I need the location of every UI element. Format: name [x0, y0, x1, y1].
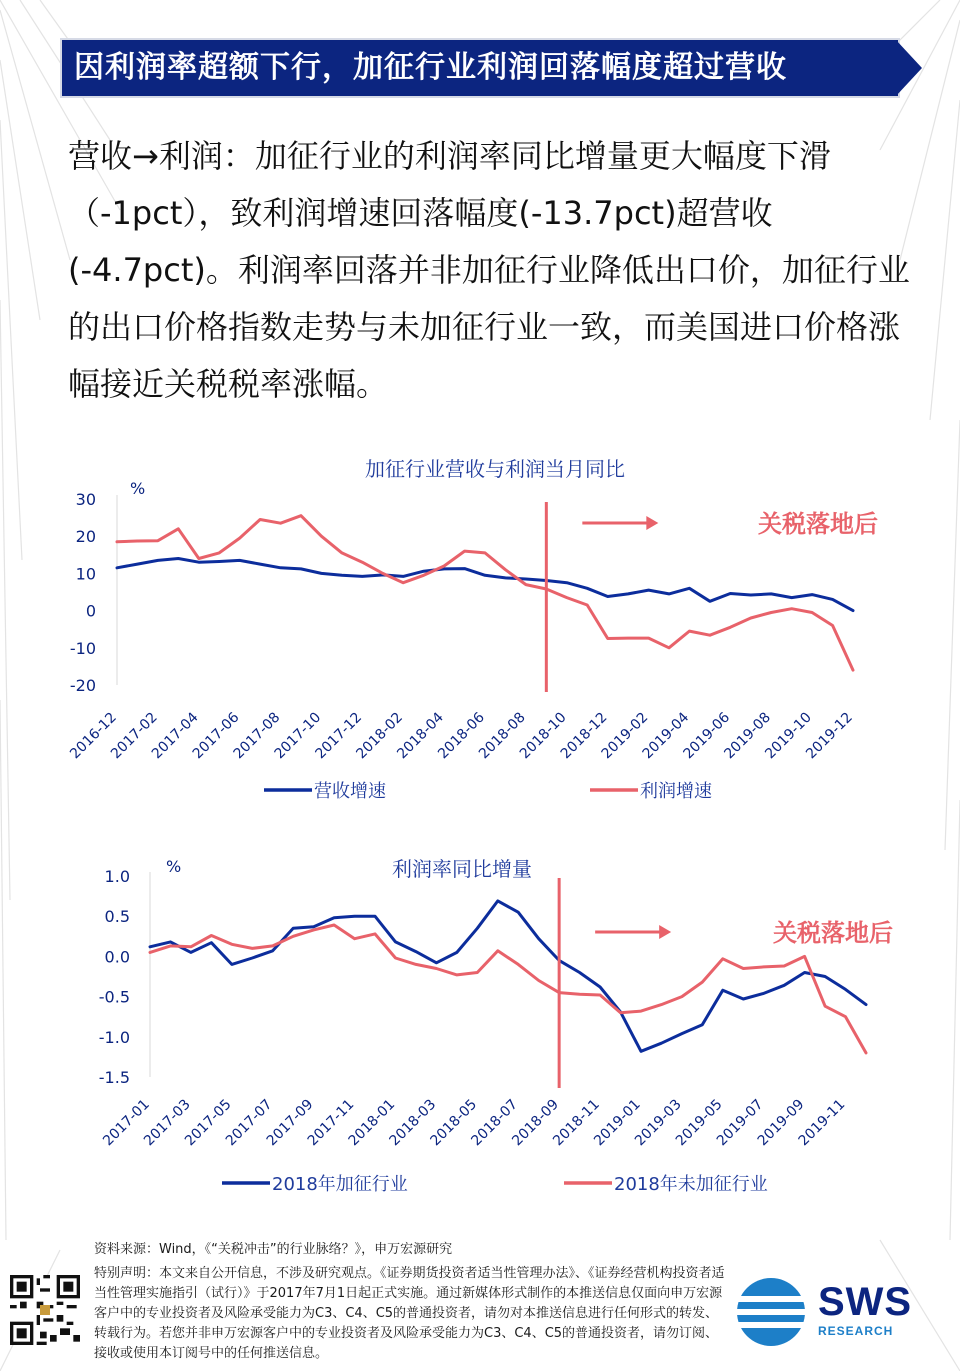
x-tick-label: 2017-11	[304, 1096, 358, 1150]
arrow-head-icon	[646, 516, 658, 530]
y-unit-label: %	[166, 857, 182, 876]
logo-wordmark: SWS	[818, 1280, 913, 1324]
y-tick-label: 30	[75, 490, 96, 509]
chart-profit-margin-change	[0, 840, 960, 1214]
x-tick-label: 2018-10	[516, 709, 570, 763]
y-tick-label: -20	[69, 676, 96, 695]
arrow-head-icon	[659, 925, 671, 939]
intro-paragraph: 营收→利润：加征行业的利润率同比增量更大幅度下滑（-1pct），致利润增速回落幅度(-13.7pct)超营收(-4.7pct)。利润率回落并非加征行业降低出口价，加征行业的出口价格指数走势与未加征行业一致，而美国进口价格涨幅接近关税税率涨幅。	[68, 137, 910, 403]
logo-subtitle: RESEARCH	[818, 1324, 894, 1338]
x-tick-label: 2018-02	[353, 709, 407, 763]
x-tick-label: 2019-08	[721, 709, 775, 763]
x-tick-label: 2017-07	[222, 1096, 276, 1150]
y-tick-label: -10	[69, 638, 96, 658]
x-tick-label: 2018-06	[435, 709, 488, 763]
chart-title: 加征行业营收与利润当月同比	[365, 457, 625, 481]
x-tick-label: 2019-11	[795, 1096, 849, 1150]
y-tick-label: -1.5	[98, 1068, 130, 1087]
x-tick-label: 2017-04	[148, 709, 202, 763]
footer	[94, 1240, 729, 1364]
legend-label: 2018年未加征行业	[614, 1174, 768, 1195]
y-tick-label: 20	[75, 527, 96, 547]
x-tick-label: 2019-10	[762, 709, 815, 763]
x-tick-label: 2017-05	[181, 1096, 235, 1150]
series-line-blue	[117, 559, 853, 611]
x-tick-label: 2019-01	[591, 1096, 644, 1150]
x-tick-label: 2017-08	[230, 709, 284, 763]
y-tick-label: 0	[85, 601, 96, 621]
chart-title: 利润率同比增量	[392, 857, 532, 881]
y-tick-label: 0.5	[104, 907, 130, 927]
x-tick-label: 2018-03	[386, 1096, 440, 1150]
y-tick-label: -0.5	[98, 987, 130, 1007]
x-tick-label: 2018-09	[509, 1096, 562, 1150]
x-tick-label: 2018-01	[345, 1096, 399, 1150]
source-note: 资料来源：Wind，《“关税冲击”的行业脉络？》，申万宏源研究	[94, 1242, 453, 1257]
series-line-red	[150, 925, 866, 1053]
x-tick-label: 2019-07	[713, 1096, 767, 1150]
legend-label: 营收增速	[314, 781, 386, 802]
legend-label: 利润增速	[640, 781, 712, 802]
disclaimer-text: 特别声明：本文来自公开信息，不涉及研究观点。《证券期货投资者适当性管理办法》、《证券经营机构投资者适当性管理实施指引（试行）》于2017年7月1日起正式实施。通过新媒体形式制作的本推送信息仅面向申万宏源客户中的专业投资者及风险承受能力为C3、C4、C5的普通投资者，请勿对本推送信息进行任何形式的转发、转载行为。若您并非申万宏源客户中的专业投资者及风险承受能力为C3、C4、C5的普通投资者，请勿订阅、接收或使用本订阅号中的任何推送信息。	[94, 1266, 725, 1361]
tariff-annotation: 关税落地后	[758, 510, 878, 538]
x-tick-label: 2018-11	[550, 1096, 603, 1150]
x-tick-label: 2016-12	[67, 709, 120, 763]
chart-revenue-profit-yoy	[0, 440, 960, 824]
x-tick-label: 2018-04	[394, 709, 447, 763]
x-tick-label: 2018-05	[427, 1096, 481, 1150]
x-tick-label: 2017-02	[108, 709, 161, 763]
x-tick-label: 2017-09	[263, 1096, 317, 1150]
x-tick-label: 2017-10	[271, 709, 325, 763]
x-tick-label: 2018-08	[476, 709, 529, 763]
x-tick-label: 2019-02	[598, 709, 652, 763]
x-tick-label: 2017-06	[189, 709, 243, 763]
y-tick-label: -1.0	[98, 1027, 130, 1047]
y-unit-label: %	[130, 479, 146, 498]
x-tick-label: 2019-12	[803, 709, 856, 763]
y-tick-label: 1.0	[104, 867, 130, 886]
x-tick-label: 2019-03	[632, 1096, 685, 1150]
x-tick-label: 2017-03	[141, 1096, 194, 1150]
x-tick-label: 2018-07	[468, 1096, 522, 1150]
x-tick-label: 2018-12	[557, 709, 611, 763]
tariff-annotation: 关税落地后	[773, 919, 893, 947]
x-tick-label: 2017-12	[312, 709, 366, 763]
x-tick-label: 2019-09	[754, 1096, 808, 1150]
qr-code-icon	[10, 1275, 80, 1345]
x-tick-label: 2019-04	[639, 709, 693, 763]
title-arrow-decoration	[896, 40, 922, 96]
x-tick-label: 2017-01	[100, 1096, 153, 1150]
y-tick-label: 10	[75, 564, 96, 584]
page-title: 因利润率超额下行，加征行业利润回落幅度超过营收	[62, 40, 898, 96]
legend-label: 2018年加征行业	[272, 1174, 408, 1195]
y-tick-label: 0.0	[104, 947, 130, 967]
series-line-blue	[150, 901, 866, 1051]
x-tick-label: 2019-06	[680, 709, 734, 763]
x-tick-label: 2019-05	[672, 1096, 726, 1150]
